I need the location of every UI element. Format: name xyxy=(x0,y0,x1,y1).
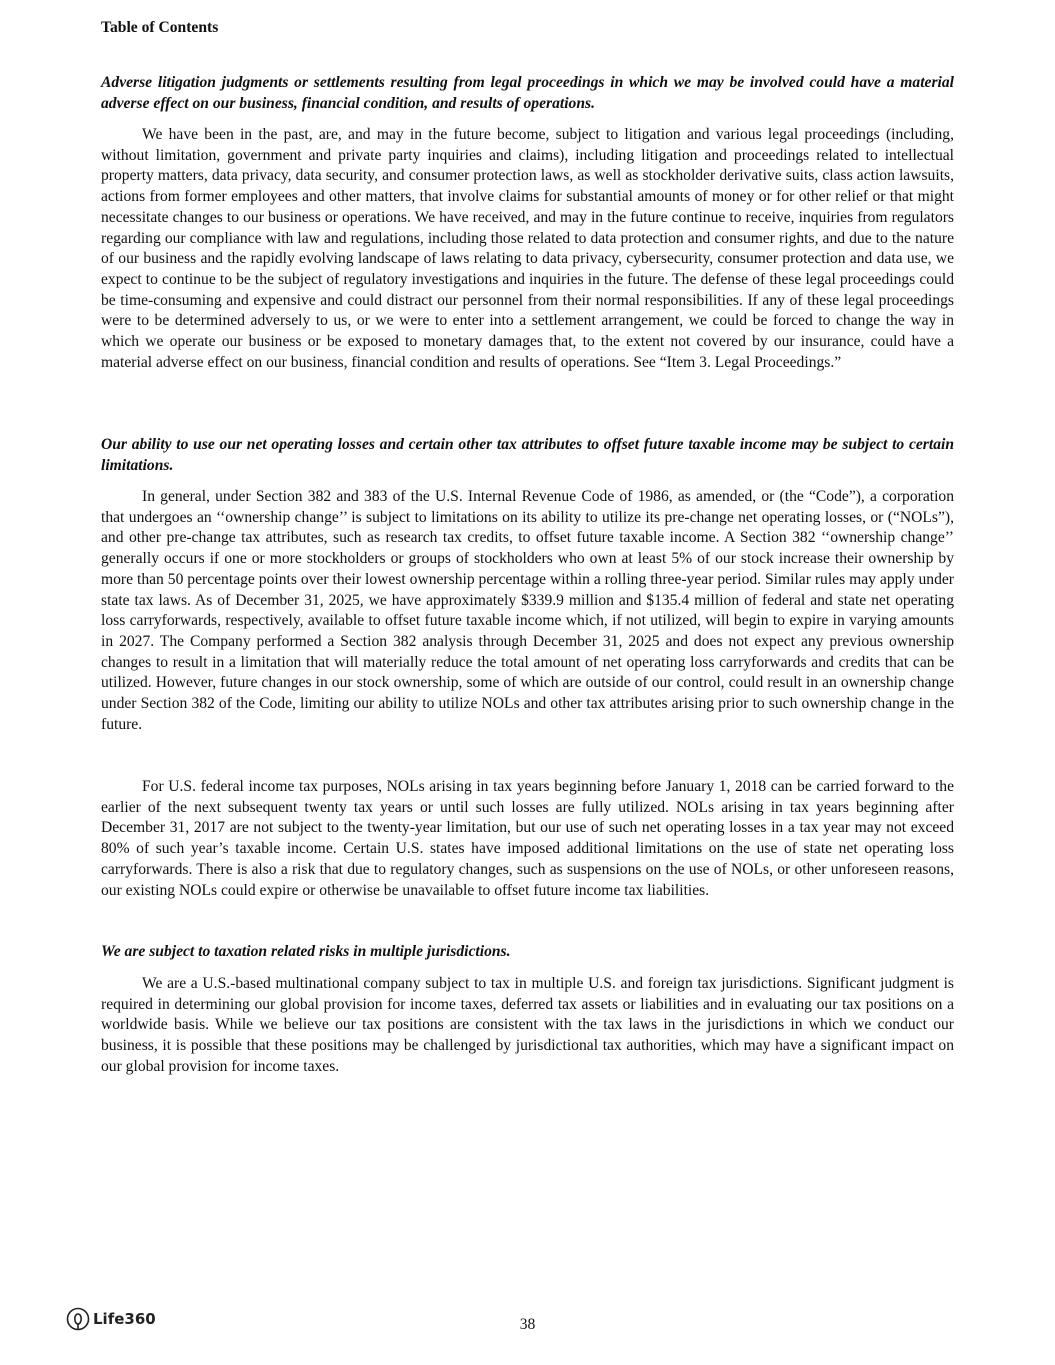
section-heading-litigation: Adverse litigation judgments or settlements resulting from legal proceedings in which we may be involved could have a material adverse effect on our business, financial condition, and results of operations. xyxy=(101,74,954,112)
section-heading-nol: Our ability to use our net operating losses and certain other tax attributes to offset future taxable income may be subject to certain limitations. xyxy=(101,436,954,474)
paragraph-nol-federal: For U.S. federal income tax purposes, NOLs arising in tax years beginning before January 1, 2018 can be carried forward to the earlier of the next subsequent twenty tax years or until such losses are fully utilized. NOLs arising in tax years beginning after December 31, 2017 are not subject to the twenty-year limitation, but our use of such net operating losses in a tax year may not exceed 80% of such year’s taxable income. Certain U.S. states have imposed additional limitations on the use of state net operating loss carryforwards. There is also a risk that due to regulatory changes, such as suspensions on the use of NOLs, or other unforeseen reasons, our existing NOLs could expire or otherwise be unavailable to offset future income tax liabilities. xyxy=(101,778,954,899)
table-of-contents-link[interactable]: Table of Contents xyxy=(101,19,219,36)
section-heading-taxation: We are subject to taxation related risks in multiple jurisdictions. xyxy=(101,943,511,960)
paragraph-nol-section-382: In general, under Section 382 and 383 of the U.S. Internal Revenue Code of 1986, as amended, or (the “Code”), a corporation that undergoes an ‘‘ownership change’’ is subject to limitations on its ability to utilize its pre-change net operating losses, or (“NOLs”), and other pre-change tax attributes, such as research tax credits, to offset future taxable income. A Section 382 ‘‘ownership change’’ generally occurs if one or more stockholders or groups of stockholders who own at least 5% of our stock increase their ownership by more than 50 percentage points over their lowest ownership percentage within a rolling three-year period. Similar rules may apply under state tax laws. As of December 31, 2025, we have approximately $339.9 million and $135.4 million of federal and state net operating loss carryforwards, respectively, available to offset future taxable income which, if not utilized, will begin to expire in varying amounts in 2027. The Company performed a Section 382 analysis through December 31, 2025 and does not expect any previous ownership changes to result in a limitation that will materially reduce the total amount of net operating loss carryforwards and credits that can be utilized. However, future changes in our stock ownership, some of which are outside of our control, could result in an ownership change under Section 382 of the Code, limiting our ability to utilize NOLs and other tax attributes arising prior to such ownership change in the future. xyxy=(101,488,954,733)
page-number: 38 xyxy=(519,1316,536,1333)
life360-logo-text: Life360 xyxy=(93,1310,156,1328)
paragraph-litigation: We have been in the past, are, and may in the future become, subject to litigation and various legal proceedings (including, without limitation, government and private party inquiries and claims), including litigation and proceedings related to intellectual property matters, data privacy, data security, and consumer protection laws, as well as stockholder derivative suits, class action lawsuits, actions from former employees and other matters, that involve claims for substantial amounts of money or for other relief or that might necessitate changes to our business or operations. We have received, and may in the future continue to receive, inquiries from regulators regarding our compliance with law and regulations, including those related to data protection and consumer rights, and due to the nature of our business and the rapidly evolving landscape of laws relating to data privacy, cybersecurity, consumer protection and data use, we expect to continue to be the subject of regulatory investigations and inquiries in the future. The defense of these legal proceedings could be time-consuming and expensive and could distract our personnel from their normal responsibilities. If any of these legal proceedings were to be determined adversely to us, or we were to enter into a settlement arrangement, we could be forced to change the way in which we operate our business or be exposed to monetary damages that, to the extent not covered by our insurance, could have a material adverse effect on our business, financial condition and results of operations. See “Item 3. Legal Proceedings.” xyxy=(101,126,954,371)
paragraph-taxation: We are a U.S.-based multinational company subject to tax in multiple U.S. and foreign tax jurisdictions. Significant judgment is required in determining our global provision for income taxes, deferred tax assets or liabilities and in evaluating our tax positions on a worldwide basis. While we believe our tax positions are consistent with the tax laws in the jurisdictions in which we conduct our business, it is possible that these positions may be challenged by jurisdictional tax authorities, which may have a significant impact on our global provision for income taxes. xyxy=(101,975,954,1075)
